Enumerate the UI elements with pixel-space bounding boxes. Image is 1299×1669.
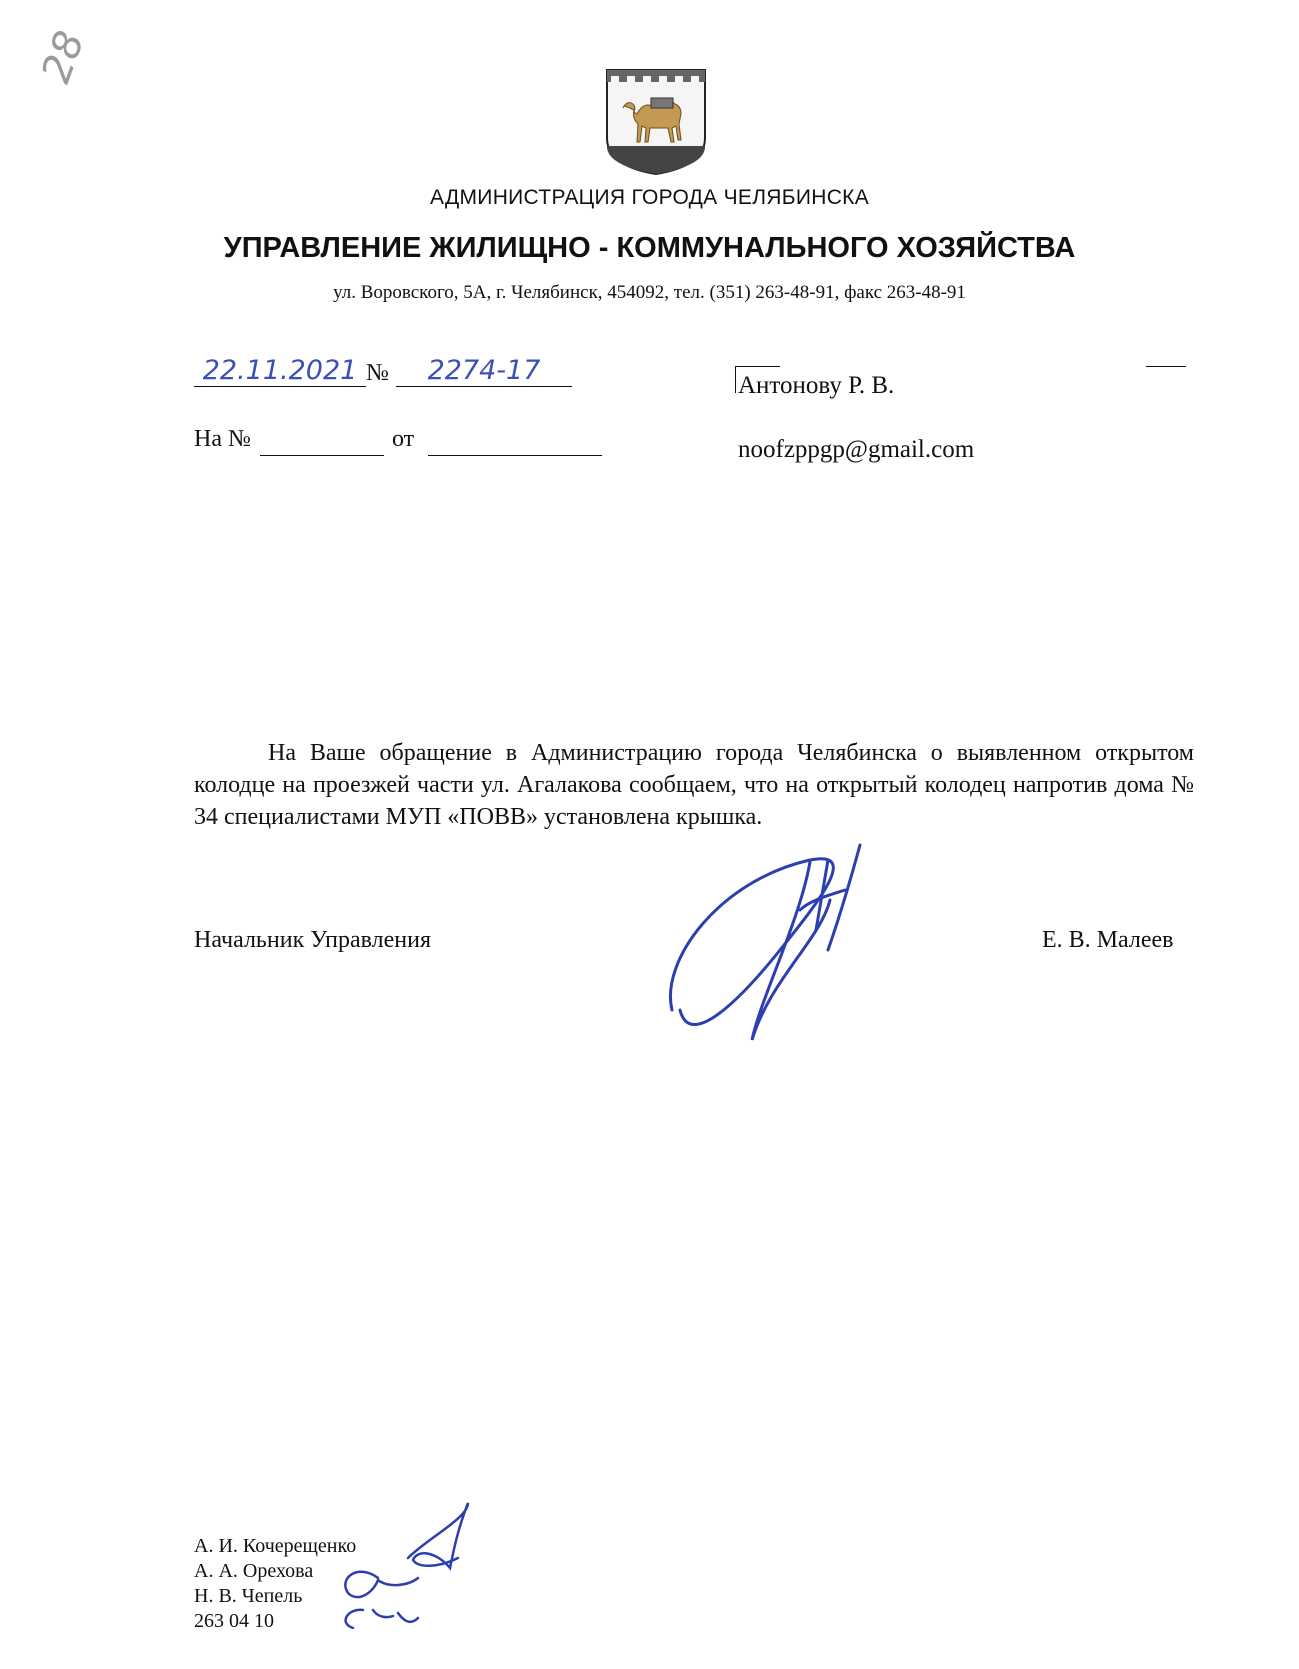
reference-number-label: На № bbox=[194, 426, 251, 452]
executor-name: Н. В. Чепель bbox=[194, 1585, 303, 1607]
page-number-mark: 28 bbox=[33, 25, 94, 89]
executor-phone: 263 04 10 bbox=[194, 1610, 274, 1632]
reference-number-blank bbox=[260, 428, 384, 456]
signatory-position: Начальник Управления bbox=[194, 927, 431, 953]
signatory-name: Е. В. Малеев bbox=[1042, 927, 1174, 953]
recipient-email: noofzppgp@gmail.com bbox=[738, 436, 975, 463]
registration-number-label: № bbox=[366, 360, 389, 386]
registration-date: 22.11.2021 bbox=[194, 356, 366, 387]
reference-date-blank bbox=[428, 428, 602, 456]
reference-from-label: от bbox=[392, 426, 415, 452]
administration-name: АДМИНИСТРАЦИЯ ГОРОДА ЧЕЛЯБИНСКА bbox=[429, 186, 869, 209]
department-name: УПРАВЛЕНИЕ ЖИЛИЩНО - КОММУНАЛЬНОГО ХОЗЯЙСТВА bbox=[223, 232, 1076, 264]
executor-initials-signatures bbox=[318, 1498, 478, 1638]
recipient-name: Антонову Р. В. bbox=[738, 372, 895, 399]
executor-name: А. А. Орехова bbox=[194, 1560, 314, 1582]
executor-name: А. И. Кочерещенко bbox=[194, 1535, 357, 1557]
registration-number: 2274-17 bbox=[396, 356, 572, 387]
coat-of-arms-emblem bbox=[605, 68, 707, 176]
recipient-bracket-right bbox=[1146, 366, 1186, 367]
letter-body-paragraph: На Ваше обращение в Администрацию города Челябинска о выявленном открытом колодце на проезжей части ул. Агалакова сообщаем, что на открытый колодец напротив дома № 34 специалистами МУП «ПОВВ» установлена крышка. bbox=[194, 740, 1194, 830]
department-address: ул. Воровского, 5А, г. Челябинск, 454092, тел. (351) 263-48-91, факс 263-48-91 bbox=[333, 282, 966, 303]
handwritten-signature bbox=[660, 840, 890, 1050]
